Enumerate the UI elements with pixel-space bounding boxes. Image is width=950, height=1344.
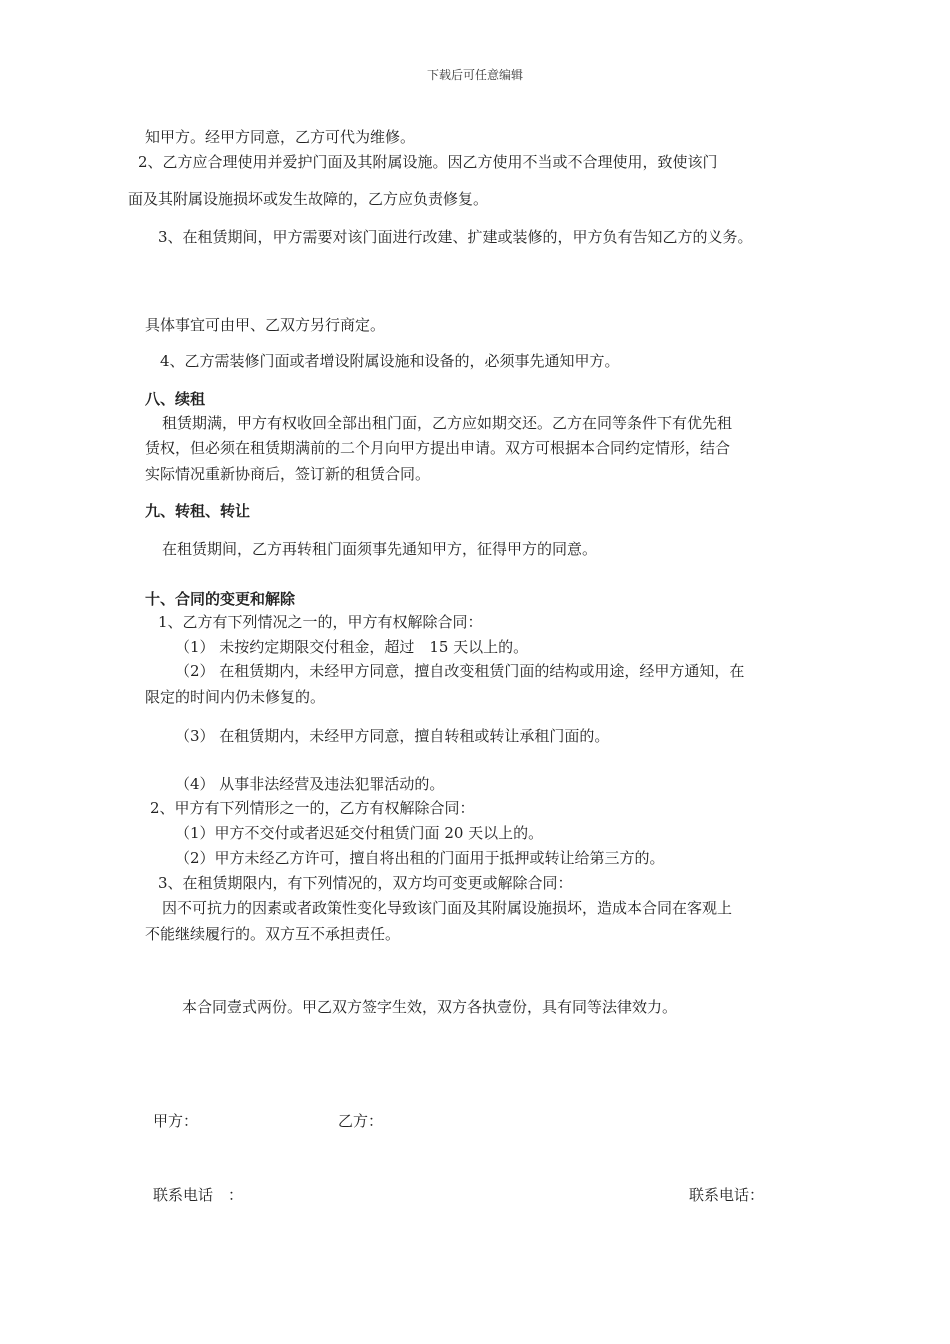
clause-text: （1） 未按约定期限交付租金，超过 15 天以上的。 [175,638,529,656]
clause-text: 面及其附属设施损坏或发生故障的，乙方应负责修复。 [128,190,489,208]
clause-text: 2、乙方应合理使用并爱护门面及其附属设施。因乙方使用不当或不合理使用，致使该门 [138,153,718,171]
clause-text: 实际情况重新协商后，签订新的租赁合同。 [145,465,431,483]
clause-text: （1）甲方不交付或者迟延交付租赁门面 20 天以上的。 [175,824,544,842]
page-header: 下载后可任意编辑 [426,68,523,82]
clause-text: 不能继续履行的。双方互不承担责任。 [145,925,401,943]
party-b-label: 乙方： [338,1112,384,1130]
section-heading-renewal: 八、续租 [145,390,206,408]
clause-text: 赁权，但必须在租赁期满前的二个月向甲方提出申请。双方可根据本合同约定情形，结合 [145,439,731,457]
clause-text: 因不可抗力的因素或者政策性变化导致该门面及其附属设施损坏，造成本合同在客观上 [162,899,733,917]
clause-text: （2） 在租赁期内，未经甲方同意，擅自改变租赁门面的结构或用途，经甲方通知，在 [175,662,745,680]
clause-text: 限定的时间内仍未修复的。 [145,688,326,706]
clause-text: （4） 从事非法经营及违法犯罪活动的。 [175,775,445,793]
clause-text: 2、甲方有下列情形之一的，乙方有权解除合同： [150,799,475,817]
clause-text: 知甲方。经甲方同意，乙方可代为维修。 [145,128,416,146]
clause-text: 3、在租赁期限内，有下列情况的，双方均可变更或解除合同： [158,874,573,892]
clause-text: 1、乙方有下列情况之一的，甲方有权解除合同： [158,613,483,631]
clause-text: 3、在租赁期间，甲方需要对该门面进行改建、扩建或装修的，甲方负有告知乙方的义务。 [158,228,753,246]
party-b-phone-label: 联系电话： [689,1186,765,1204]
clause-text: （2）甲方未经乙方许可，擅自将出租的门面用于抵押或转让给第三方的。 [175,849,665,867]
section-heading-termination: 十、合同的变更和解除 [145,590,296,608]
party-a-phone-label: 联系电话 ： [153,1186,244,1204]
party-a-label: 甲方： [153,1112,199,1130]
clause-text: 4、乙方需装修门面或者增设附属设施和设备的，必须事先通知甲方。 [160,352,620,370]
clause-text: 具体事宜可由甲、乙双方另行商定。 [145,316,386,334]
clause-text: （3） 在租赁期内，未经甲方同意，擅自转租或转让承租门面的。 [175,727,610,745]
clause-text: 在租赁期间，乙方再转租门面须事先通知甲方，征得甲方的同意。 [162,540,598,558]
section-heading-sublet: 九、转租、转让 [145,502,251,520]
closing-statement: 本合同壹式两份。甲乙双方签字生效，双方各执壹份，具有同等法律效力。 [182,998,678,1016]
clause-text: 租赁期满，甲方有权收回全部出租门面，乙方应如期交还。乙方在同等条件下有优先租 [162,414,733,432]
